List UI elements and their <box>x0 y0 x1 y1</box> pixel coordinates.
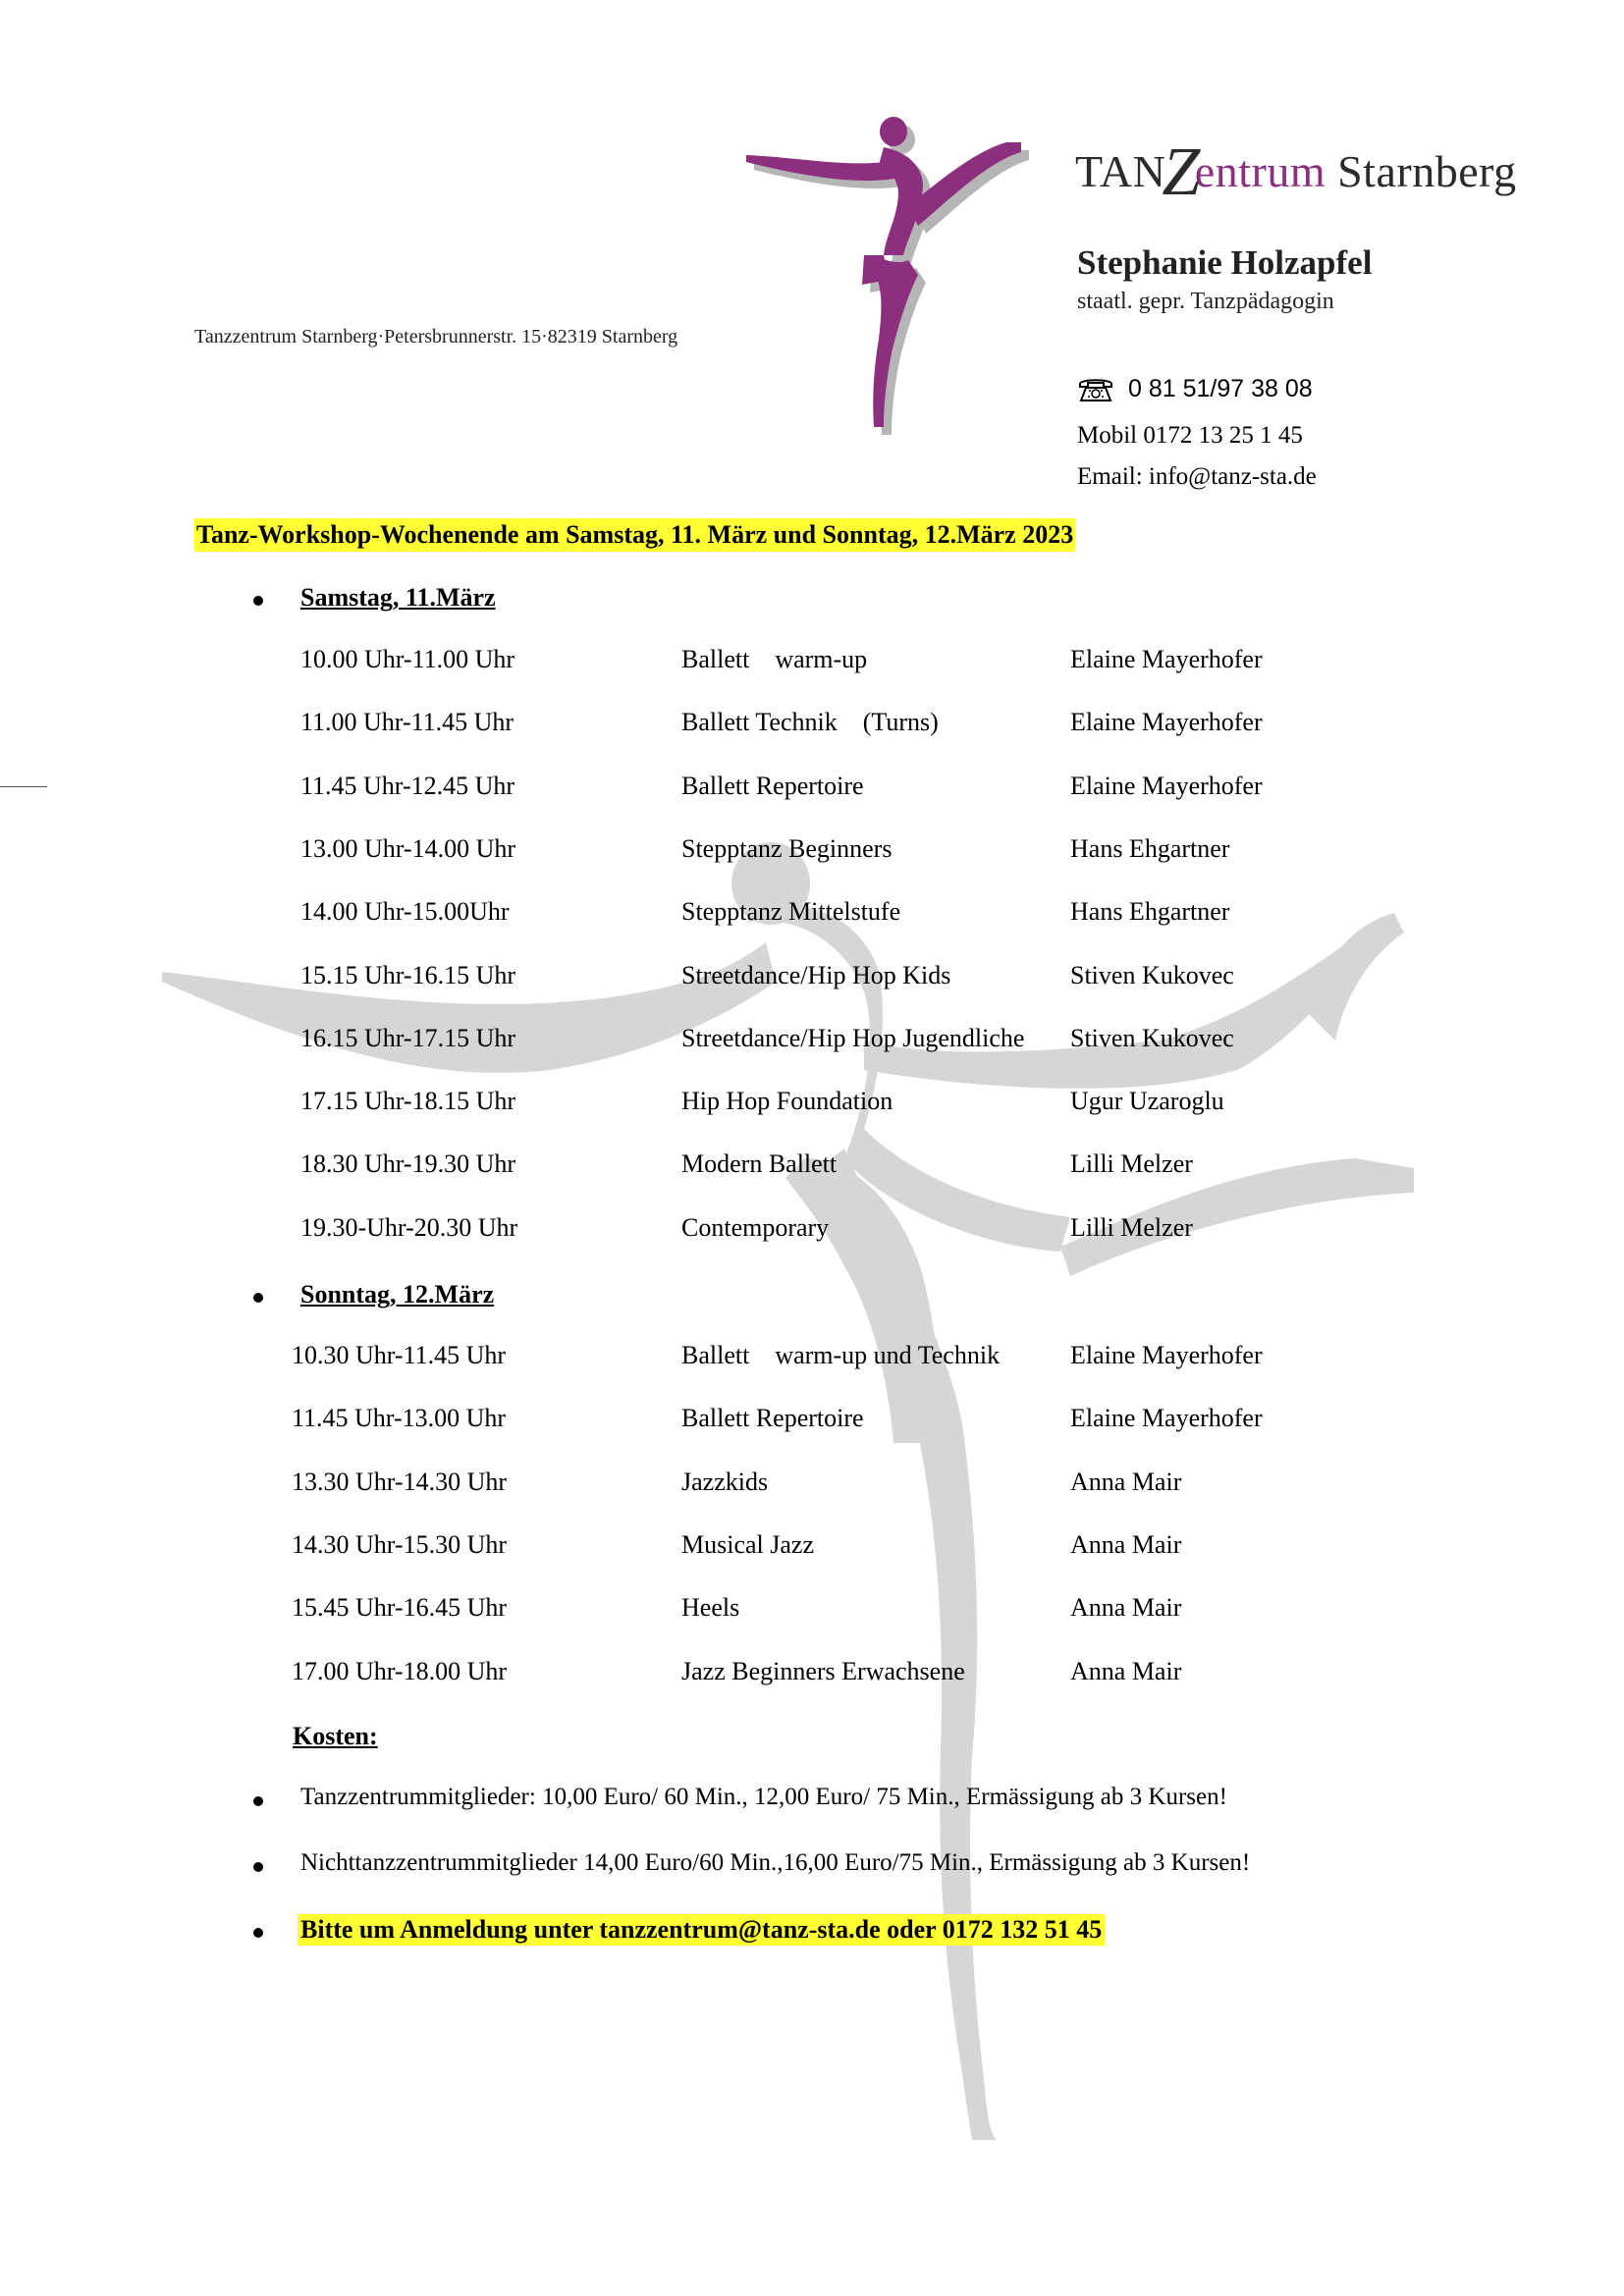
sunday-row-course: Ballett Repertoire <box>681 1404 864 1433</box>
saturday-row-course: Modern Ballett <box>681 1149 838 1179</box>
saturday-row-teacher: Lilli Melzer <box>1070 1149 1193 1179</box>
saturday-row-time: 11.00 Uhr-11.45 Uhr <box>300 708 514 737</box>
saturday-row-time: 15.15 Uhr-16.15 Uhr <box>300 960 516 989</box>
saturday-row-teacher: Hans Ehgartner <box>1070 897 1230 927</box>
saturday-row-time: 13.00 Uhr-14.00 Uhr <box>300 833 516 863</box>
sunday-row-time: 17.00 Uhr-18.00 Uhr <box>292 1656 508 1685</box>
saturday-row-course: Stepptanz Mittelstufe <box>681 897 901 927</box>
saturday-row-course: Stepptanz Beginners <box>681 833 893 863</box>
saturday-row-teacher: Lilli Melzer <box>1070 1212 1193 1242</box>
bullet <box>253 1928 263 1938</box>
sender-address: Tanzzentrum Starnberg·Petersbrunnerstr. 15·82319 Starnberg <box>194 326 678 347</box>
bullet <box>253 1293 263 1303</box>
sunday-row-course: Heels <box>681 1593 740 1623</box>
saturday-row-course: Streetdance/Hip Hop Jugendliche <box>681 1023 1025 1052</box>
saturday-row-course: Hip Hop Foundation <box>681 1087 893 1116</box>
saturday-row-teacher: Elaine Mayerhofer <box>1070 771 1263 800</box>
brand-entrum: entrum <box>1194 146 1326 196</box>
saturday-row-teacher: Ugur Uzaroglu <box>1070 1087 1224 1116</box>
brand-logo-text <box>1075 134 1517 210</box>
saturday-row-time: 17.15 Uhr-18.15 Uhr <box>300 1087 516 1116</box>
sunday-row-course: Jazzkids <box>681 1467 769 1496</box>
sunday-row-course: Musical Jazz <box>681 1529 815 1559</box>
sunday-row-course: Jazz Beginners Erwachsene <box>681 1656 965 1685</box>
saturday-row-course: Ballett Repertoire <box>681 771 864 800</box>
person-title: staatl. gepr. Tanzpädagogin <box>1077 289 1334 314</box>
sunday-row-time: 10.30 Uhr-11.45 Uhr <box>292 1341 507 1369</box>
sunday-row-teacher: Anna Mair <box>1070 1656 1182 1685</box>
cost-members: Tanzzentrummitglieder: 10,00 Euro/ 60 Min., 12,00 Euro/ 75 Min., Ermässigung ab 3 Kursen! <box>300 1784 1227 1810</box>
saturday-row-time: 10.00 Uhr-11.00 Uhr <box>300 645 515 673</box>
brand-z: Z <box>1162 134 1201 210</box>
saturday-row-time: 19.30-Uhr-20.30 Uhr <box>300 1212 518 1242</box>
sunday-row-time: 13.30 Uhr-14.30 Uhr <box>292 1467 508 1496</box>
costs-heading: Kosten: <box>293 1722 378 1750</box>
saturday-heading: Samstag, 11.März <box>300 583 496 612</box>
saturday-row-teacher: Stiven Kukovec <box>1070 960 1234 989</box>
saturday-row-teacher: Hans Ehgartner <box>1070 833 1230 863</box>
logo-dancer <box>736 108 1070 442</box>
margin-fold-mark <box>0 786 47 787</box>
phone-line <box>1077 375 1313 403</box>
mobile-number: Mobil 0172 13 25 1 45 <box>1077 422 1303 449</box>
saturday-row-time: 16.15 Uhr-17.15 Uhr <box>300 1023 516 1052</box>
saturday-row-time: 11.45 Uhr-12.45 Uhr <box>300 771 515 800</box>
saturday-row-course: Streetdance/Hip Hop Kids <box>681 960 951 989</box>
sunday-row-teacher: Anna Mair <box>1070 1529 1182 1559</box>
bullet <box>253 1862 263 1872</box>
email-address: Email: info@tanz-sta.de <box>1077 463 1317 490</box>
brand-prefix: TAN <box>1075 146 1166 196</box>
sunday-row-time: 15.45 Uhr-16.45 Uhr <box>292 1593 508 1623</box>
brand-suffix: Starnberg <box>1326 146 1517 196</box>
sunday-row-time: 11.45 Uhr-13.00 Uhr <box>292 1404 507 1433</box>
saturday-row-teacher: Elaine Mayerhofer <box>1070 645 1263 673</box>
sunday-row-teacher: Elaine Mayerhofer <box>1070 1404 1263 1433</box>
cost-non-members: Nichttanzzentrummitglieder 14,00 Euro/60 Min.,16,00 Euro/75 Min., Ermässigung ab 3 Kursen! <box>300 1849 1251 1876</box>
sunday-row-course: Ballett warm-up und Technik <box>681 1341 1001 1369</box>
saturday-row-course: Contemporary <box>681 1212 830 1242</box>
saturday-row-course: Ballett Technik (Turns) <box>681 708 939 737</box>
saturday-row-time: 14.00 Uhr-15.00Uhr <box>300 897 510 927</box>
person-name: Stephanie Holzapfel <box>1077 243 1373 282</box>
sunday-heading: Sonntag, 12.März <box>300 1280 495 1308</box>
sunday-row-teacher: Anna Mair <box>1070 1593 1182 1623</box>
bullet <box>253 596 263 606</box>
saturday-row-course: Ballett warm-up <box>681 645 868 673</box>
saturday-row-teacher: Stiven Kukovec <box>1070 1023 1234 1052</box>
sunday-row-teacher: Anna Mair <box>1070 1467 1182 1496</box>
workshop-headline: Tanz-Workshop-Wochenende am Samstag, 11. März und Sonntag, 12.März 2023 <box>194 518 1075 552</box>
sunday-row-teacher: Elaine Mayerhofer <box>1070 1341 1263 1369</box>
signup-note: Bitte um Anmeldung unter tanzzentrum@tanz-sta.de oder 0172 132 51 45 <box>298 1914 1105 1946</box>
bullet <box>253 1796 263 1806</box>
phone-number: 0 81 51/97 38 08 <box>1128 375 1313 402</box>
sunday-row-time: 14.30 Uhr-15.30 Uhr <box>292 1529 508 1559</box>
telephone-icon <box>1077 376 1114 403</box>
saturday-row-time: 18.30 Uhr-19.30 Uhr <box>300 1149 516 1179</box>
saturday-row-teacher: Elaine Mayerhofer <box>1070 708 1263 737</box>
